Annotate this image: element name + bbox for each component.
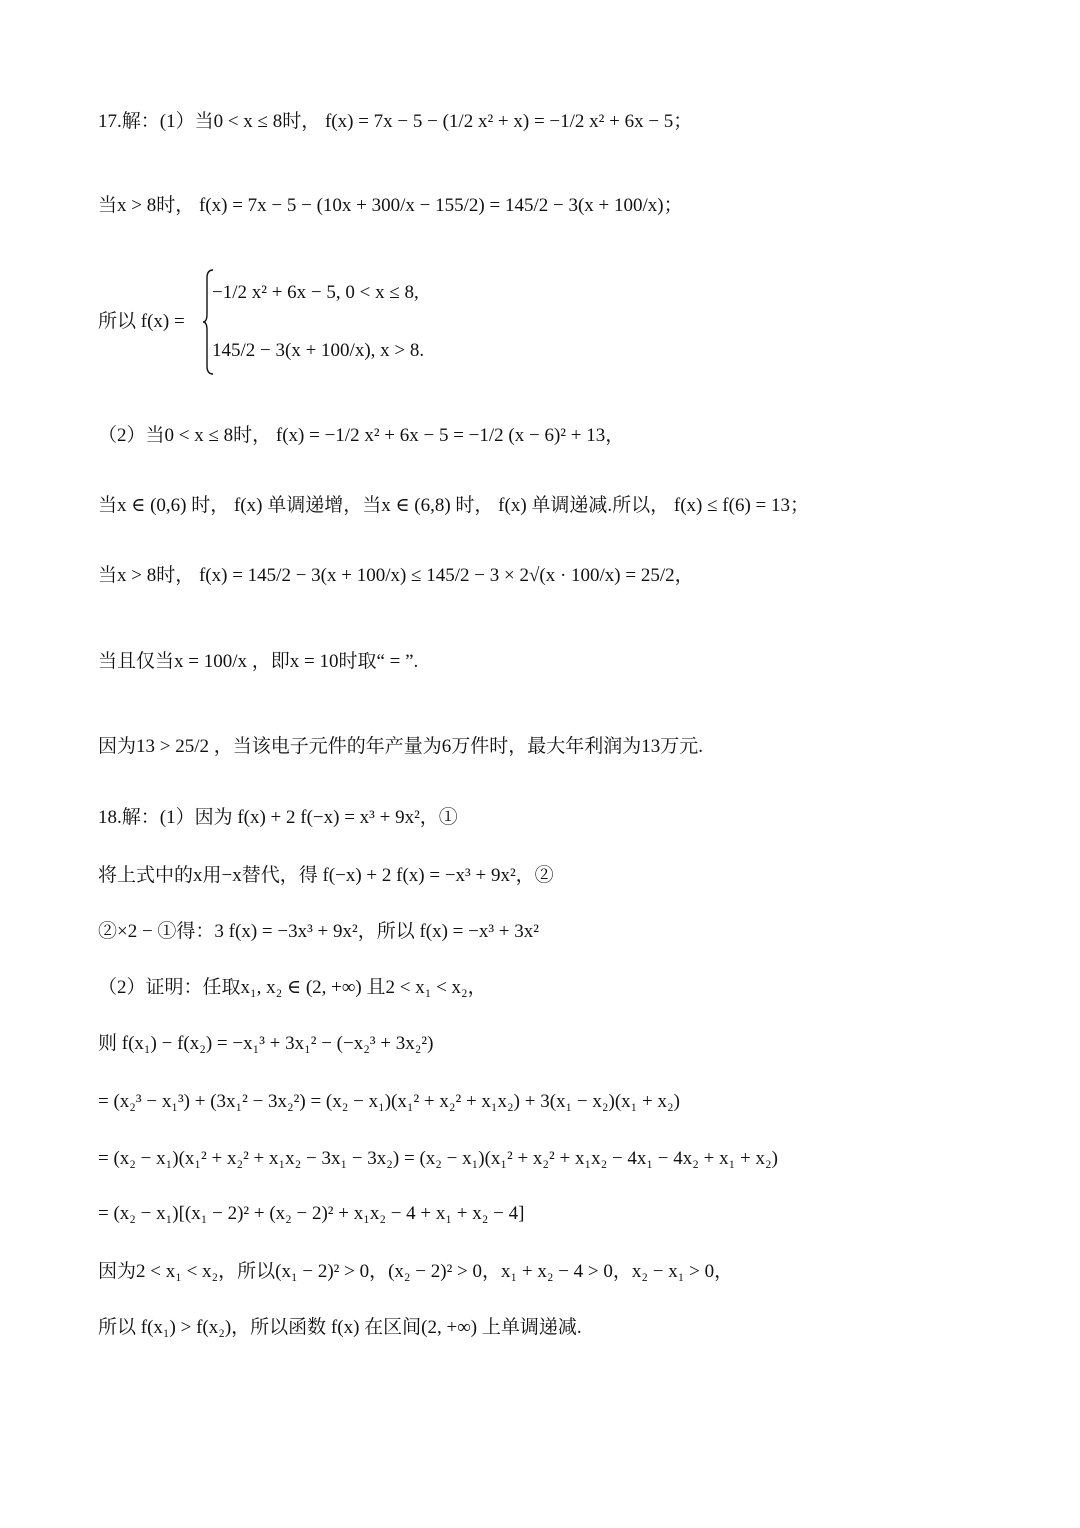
solution-18-part2-line3: = (x₂³ − x₁³) + (3x₁² − 3x₂²) = (x₂ − x₁)(x₁² + x₂² + x₁x₂) + 3(x₁ − x₂)(x₁ + x₂) (98, 1091, 680, 1112)
solution-18-part2-line5: = (x₂ − x₁)[(x₁ − 2)² + (x₂ − 2)² + x₁x₂ − 4 + x₁ + x₂ − 4] (98, 1203, 525, 1224)
piecewise-prefix: 所以 f(x) = (98, 311, 185, 332)
solution-18-part2-line1: （2）证明：任取x₁, x₂ ∈ (2, +∞) 且2 < x₁ < x₂， (98, 977, 487, 998)
solution-18-part1-line3: ②×2 − ①得：3 f(x) = −3x³ + 9x²，所以 f(x) = −x³ + 3x² (98, 921, 539, 942)
solution-17-part2-line3: 当x > 8时， f(x) = 145/2 − 3(x + 100/x) ≤ 145/2 − 3 × 2√(x · 100/x) = 25/2， (98, 565, 694, 586)
solution-18-part2-line4: = (x₂ − x₁)(x₁² + x₂² + x₁x₂ − 3x₁ − 3x₂) = (x₂ − x₁)(x₁² + x₂² + x₁x₂ − 4x₁ − 4x₂ + x₁ + x₂) (98, 1148, 778, 1169)
solution-17-part2-line1: （2）当0 < x ≤ 8时， f(x) = −1/2 x² + 6x − 5 = −1/2 (x − 6)² + 13， (98, 425, 625, 446)
solution-18-part2-line6: 因为2 < x₁ < x₂，所以(x₁ − 2)² > 0，(x₂ − 2)² > 0，x₁ + x₂ − 4 > 0，x₂ − x₁ > 0， (98, 1261, 734, 1282)
piecewise-case-1: −1/2 x² + 6x − 5, 0 < x ≤ 8, (212, 282, 419, 303)
solution-17-conclusion: 因为13 > 25/2 ，当该电子元件的年产量为6万件时，最大年利润为13万元. (98, 736, 703, 757)
solution-17-part1-line2: 当x > 8时， f(x) = 7x − 5 − (10x + 300/x − 155/2) = 145/2 − 3(x + 100/x)； (98, 195, 683, 216)
solution-17-part1-line1: 17.解：(1）当0 < x ≤ 8时， f(x) = 7x − 5 − (1/2 x² + x) = −1/2 x² + 6x − 5； (98, 111, 693, 132)
piecewise-case-2: 145/2 − 3(x + 100/x), x > 8. (212, 340, 425, 361)
solution-17-part2-line4: 当且仅当x = 100/x ，即x = 10时取“ = ”. (98, 651, 419, 672)
solution-18-part2-line2: 则 f(x₁) − f(x₂) = −x₁³ + 3x₁² − (−x₂³ + 3x₂²) (98, 1033, 434, 1054)
solution-18-part1-line1: 18.解：(1）因为 f(x) + 2 f(−x) = x³ + 9x²，① (98, 807, 458, 828)
solution-18-part1-line2: 将上式中的x用−x替代，得 f(−x) + 2 f(x) = −x³ + 9x²，② (98, 865, 554, 886)
solution-17-part2-line2: 当x ∈ (0,6) 时， f(x) 单调递增，当x ∈ (6,8) 时， f(x) 单调递减.所以， f(x) ≤ f(6) = 13； (98, 495, 810, 516)
solution-18-conclusion: 所以 f(x₁) > f(x₂)，所以函数 f(x) 在区间(2, +∞) 上单调递减. (98, 1317, 582, 1338)
